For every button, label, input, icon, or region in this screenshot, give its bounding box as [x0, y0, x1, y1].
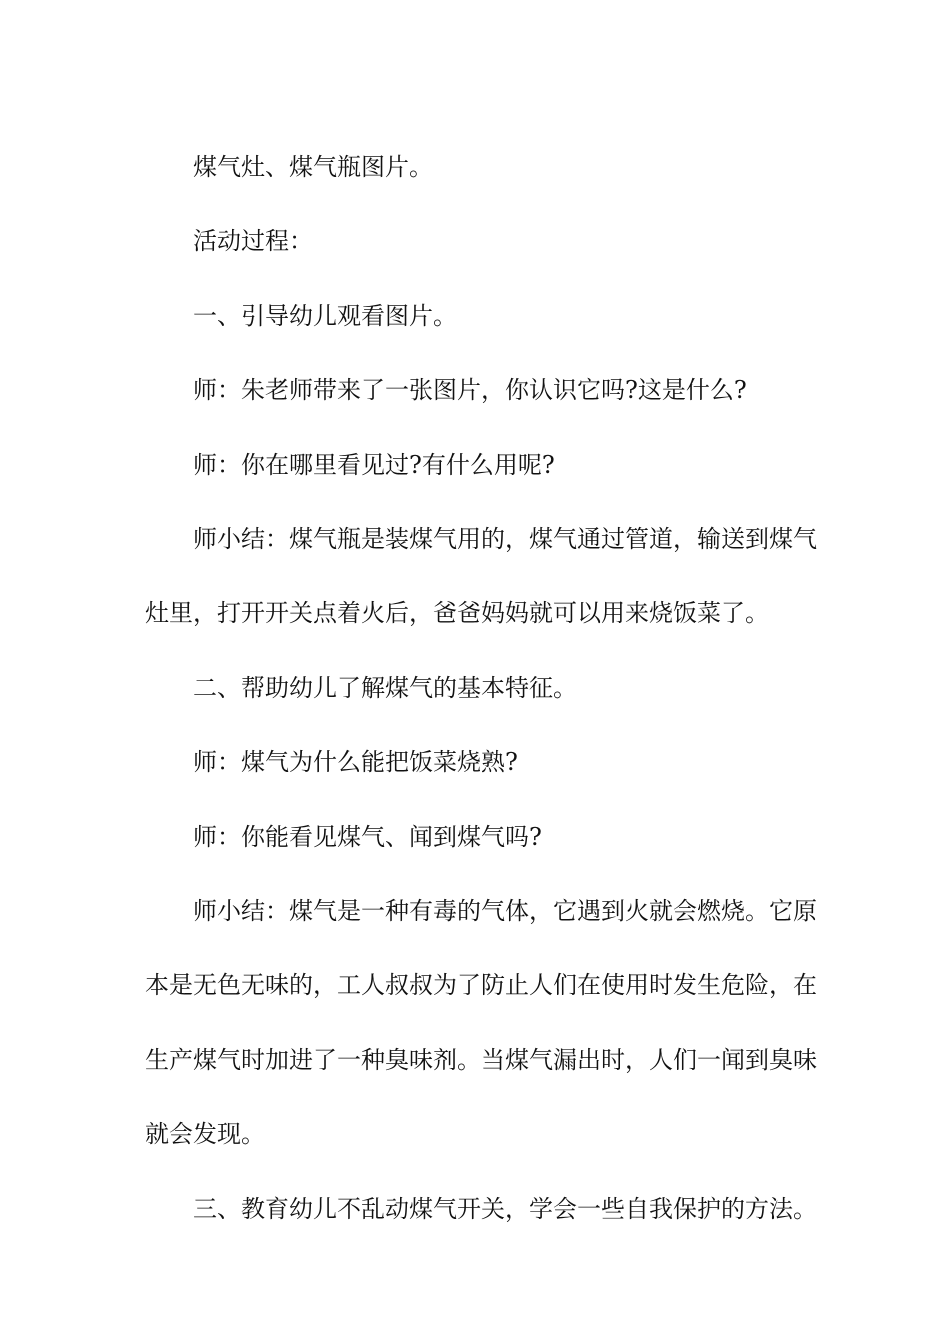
paragraph-step-three: 三、教育幼儿不乱动煤气开关，学会一些自我保护的方法。: [193, 1194, 817, 1223]
paragraph-summary-1: 师小结：煤气瓶是装煤气用的，煤气通过管道，输送到煤气灶里，打开开关点着火后，爸爸妈妈就可以用来烧饭菜了。: [145, 525, 817, 628]
paragraph-teacher-question-3: 师：煤气为什么能把饭菜烧熟?: [193, 748, 518, 777]
document-body: [145, 130, 825, 1246]
paragraph-teacher-question-2: 师：你在哪里看见过?有什么用呢?: [193, 450, 555, 479]
paragraph-step-two: 二、帮助幼儿了解煤气的基本特征。: [193, 673, 577, 702]
paragraph-step-one: 一、引导幼儿观看图片。: [193, 301, 457, 330]
paragraph-teacher-question-4: 师：你能看见煤气、闻到煤气吗?: [193, 822, 542, 851]
paragraph-summary-2: 师小结：煤气是一种有毒的气体，它遇到火就会燃烧。它原本是无色无味的，工人叔叔为了防止人们在使用时发生危险，在生产煤气时加进了一种臭味剂。当煤气漏出时，人们一闻到臭味就会发现。: [145, 897, 817, 1149]
paragraph-teacher-question-1: 师：朱老师带来了一张图片，你认识它吗?这是什么?: [193, 376, 747, 405]
paragraph-process-heading: 活动过程：: [193, 227, 313, 256]
paragraph-materials: 煤气灶、煤气瓶图片。: [193, 153, 433, 181]
